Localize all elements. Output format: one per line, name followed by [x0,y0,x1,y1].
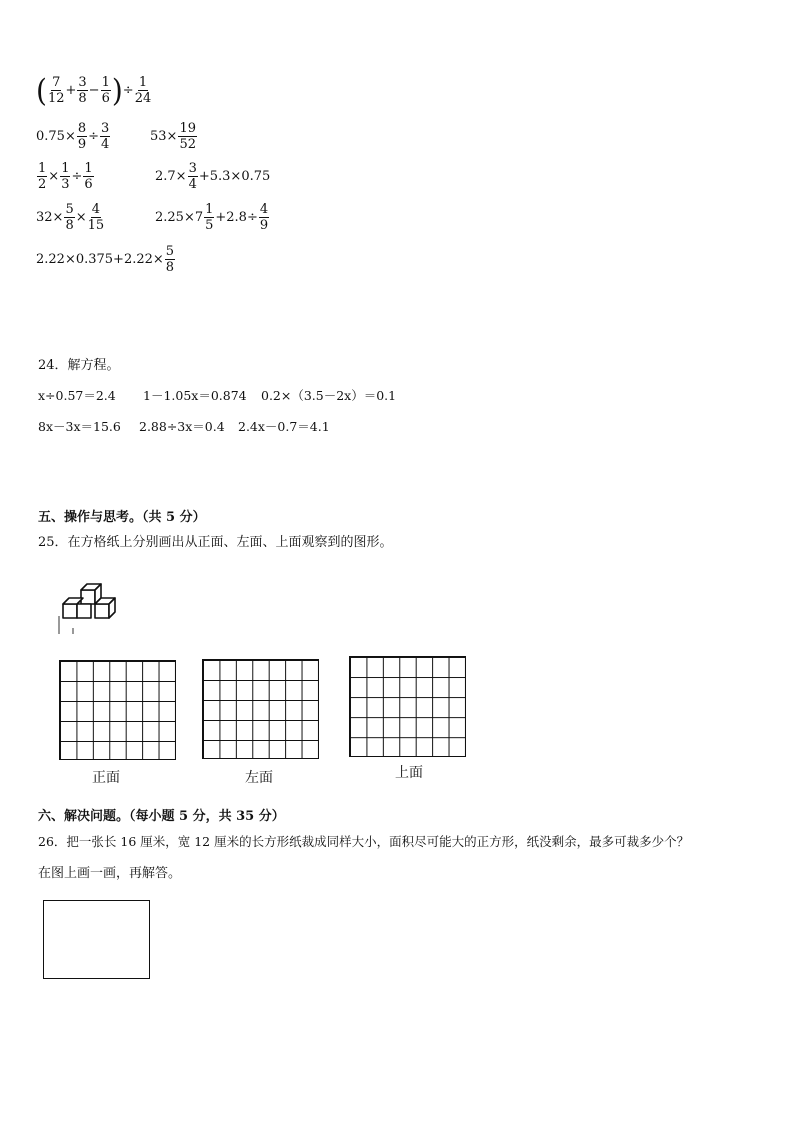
q25-text: 25．在方格纸上分别画出从正面、左面、上面观察到的图形。 [38,535,393,550]
expr-5: 2.7× $\frac{3}{4}$ +5.3×0.75 [155,161,271,192]
q24-eq-2: 1－1.05x＝0.874 [143,388,247,403]
expr-3: 53× $\frac{19}{52}$ [150,121,196,152]
q24-title: 24．解方程。 [38,358,120,373]
q24-eq-4: 8x－3x＝15.6 [38,419,121,434]
grid-top-label: 上面 [395,765,423,781]
grid-top[interactable] [349,656,466,757]
grid-front[interactable] [59,660,176,760]
cube-figure [55,576,135,638]
q26-text-line2: 在图上画一画，再解答。 [38,866,182,881]
grid-left[interactable] [202,659,319,759]
section-6-heading: 六、解决问题。（每小题 5 分，共 35 分） [38,809,285,824]
q26-text-line1: 26．把一张长 16 厘米，宽 12 厘米的长方形纸裁成同样大小，面积尽可能大的正方形，纸没剩余，最多可裁多少个？ [38,834,690,849]
grid-left-label: 左面 [245,770,273,786]
expr-8: 2.22×0.375+2.22× $\frac{5}{8}$ [36,244,175,275]
section-5-heading: 五、操作与思考。（共 5 分） [38,510,206,525]
grid-front-label: 正面 [92,770,120,786]
expr-1: ( $\frac{7}{12}$ + $\frac{3}{8}$ − $\frac{1}{6}$ )÷ $\frac{1}{24}$ [36,71,152,109]
q24-eq-6: 2.4x－0.7＝4.1 [238,419,330,434]
expr-4: $\frac{1}{2}$ × $\frac{1}{3}$ ÷ $\frac{1}{6}$ [38,161,93,192]
expr-7: 2.25×7 $\frac{1}{5}$ +2.8÷ $\frac{4}{9}$ [155,202,269,233]
expr-2: 0.75× $\frac{8}{9}$ ÷ $\frac{3}{4}$ [36,121,110,152]
q24-eq-1: x÷0.57＝2.4 [38,388,116,403]
q24-eq-3: 0.2×（3.5－2x）＝0.1 [261,388,397,403]
rectangle-drawing-area[interactable] [43,900,150,979]
expr-6: 32× $\frac{5}{8}$ × $\frac{4}{15}$ [36,202,105,233]
q24-eq-5: 2.88÷3x＝0.4 [139,419,225,434]
